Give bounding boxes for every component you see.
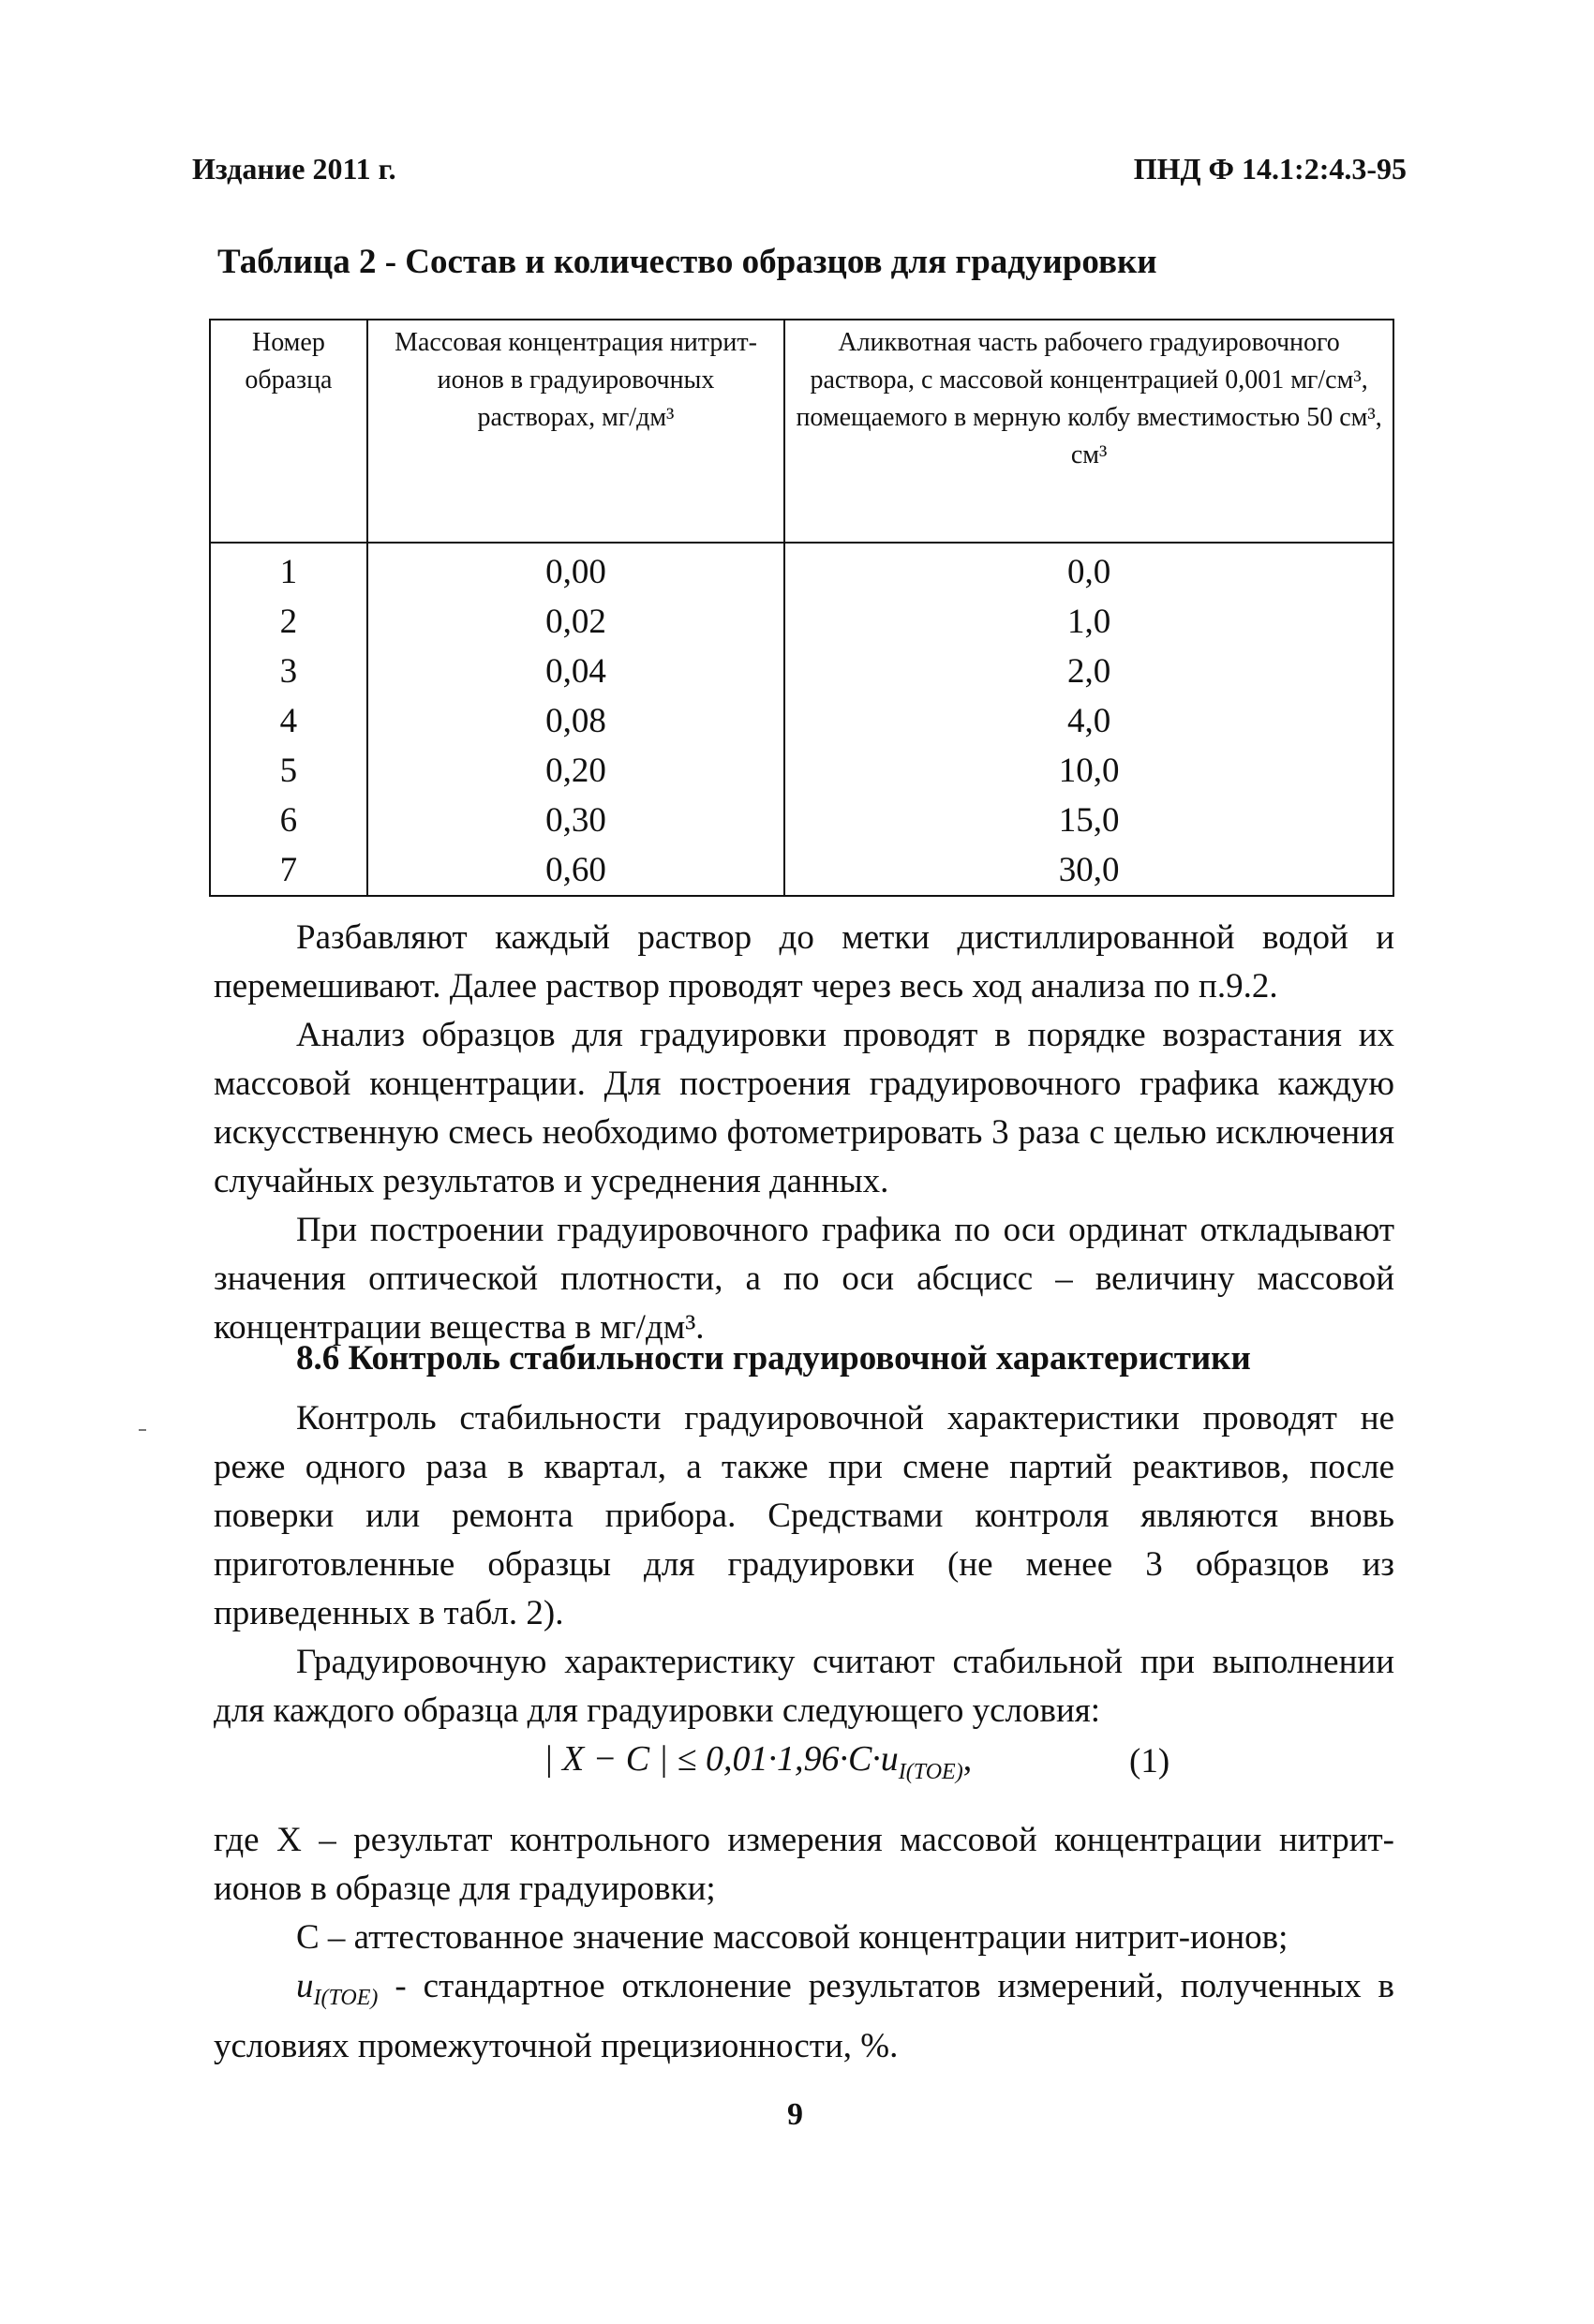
u-description: - стандартное отклонение результатов измерений, полученных в условиях промежуточной прецизионности, %. [214,1967,1394,2066]
table-row [210,647,1393,696]
margin-mark [139,1429,146,1431]
definition-u [214,1962,1394,2071]
table-row [210,845,1393,896]
paragraph-dilution: Разбавляют каждый раствор до метки дистиллированной водой и перемешивают. Далее раствор проводят через весь ход анализа по п.9.2. [214,918,1394,1006]
table-row [210,543,1393,597]
formula-number: (1) [1129,1742,1170,1780]
paragraph-stability-condition: Градуировочную характеристику считают стабильной при выполнении для каждого образца для градуировки следующего условия: [214,1643,1394,1730]
u-symbol: u [296,1967,314,2005]
u-subscript: I(TOE) [313,1986,379,2011]
cell-concentration: 0,60 [367,845,784,896]
cell-sample-number: 1 [210,543,367,597]
calibration-table [209,319,1394,897]
paragraph-graph-axes: При построении градуировочного графика по оси ординат откладывают значения оптической плотности, а по оси абсцисс – величину массовой концентрации вещества в мг/дм³. [214,1211,1394,1347]
table-row [210,796,1393,845]
cell-sample-number: 6 [210,796,367,845]
cell-concentration: 0,30 [367,796,784,845]
header-concentration: Массовая концентрация нитрит-ионов в градуировочных растворах, мг/дм³ [367,320,784,543]
paragraph-analysis-order: Анализ образцов для градуировки проводят в порядке возрастания их массовой концентрации. Для построения градуировочного графика каждую искусственную смесь необходимо фотометрировать 3 раза с целью исключения случайных результатов и усреднения данных. [214,1016,1394,1200]
cell-sample-number: 4 [210,696,367,746]
cell-sample-number: 3 [210,647,367,696]
cell-aliquot: 2,0 [784,647,1393,696]
cell-concentration: 0,02 [367,597,784,647]
cell-aliquot: 15,0 [784,796,1393,845]
cell-aliquot: 0,0 [784,543,1393,597]
cell-aliquot: 10,0 [784,746,1393,796]
cell-sample-number: 5 [210,746,367,796]
cell-concentration: 0,08 [367,696,784,746]
cell-aliquot: 1,0 [784,597,1393,647]
formula-expression: | X − C | ≤ 0,01·1,96·C·u [544,1739,899,1779]
section-heading: 8.6 Контроль стабильности градуировочной характеристики [296,1339,1251,1378]
page-number: 9 [787,2097,803,2132]
header-sample-number: Номер образца [210,320,367,543]
variable-definitions [214,1816,1394,2071]
cell-sample-number: 2 [210,597,367,647]
formula-subscript: I(TOE) [898,1759,963,1784]
table-row [210,746,1393,796]
document-code: ПНД Ф 14.1:2:4.3-95 [1133,152,1407,186]
cell-concentration: 0,04 [367,647,784,696]
cell-aliquot: 30,0 [784,845,1393,896]
definition-c: C – аттестованное значение массовой концентрации нитрит-ионов; [296,1918,1289,1957]
cell-concentration: 0,00 [367,543,784,597]
table-row [210,696,1393,746]
table-title: Таблица 2 - Состав и количество образцов для градуировки [217,243,1157,281]
header-aliquot: Аликвотная часть рабочего градуировочного раствора, с массовой концентрацией 0,001 мг/см³, помещаемого в мерную колбу вместимостью 50 см³, см³ [784,320,1393,543]
paragraph-stability-control: Контроль стабильности градуировочной характеристики проводят не реже одного раза в квартал, а также при смене партий реактивов, после поверки или ремонта прибора. Средствами контроля являются вновь приготовленные образцы для градуировки (не менее 3 образцов из приведенных в табл. 2). [214,1399,1394,1632]
definition-x: где X – результат контрольного измерения массовой концентрации нитрит-ионов в образце для градуировки; [214,1821,1394,1908]
cell-aliquot: 4,0 [784,696,1393,746]
body-text-block-1 [214,914,1394,1352]
table-header-row [210,320,1393,543]
cell-sample-number: 7 [210,845,367,896]
body-text-block-2 [214,1394,1394,1736]
cell-concentration: 0,20 [367,746,784,796]
edition-label: Издание 2011 г. [192,152,396,186]
table-row [210,597,1393,647]
stability-formula: | X − C | ≤ $0,01\cdot 1,96\cdot C\cdot u_{I(TOE)}$, [544,1739,973,1784]
